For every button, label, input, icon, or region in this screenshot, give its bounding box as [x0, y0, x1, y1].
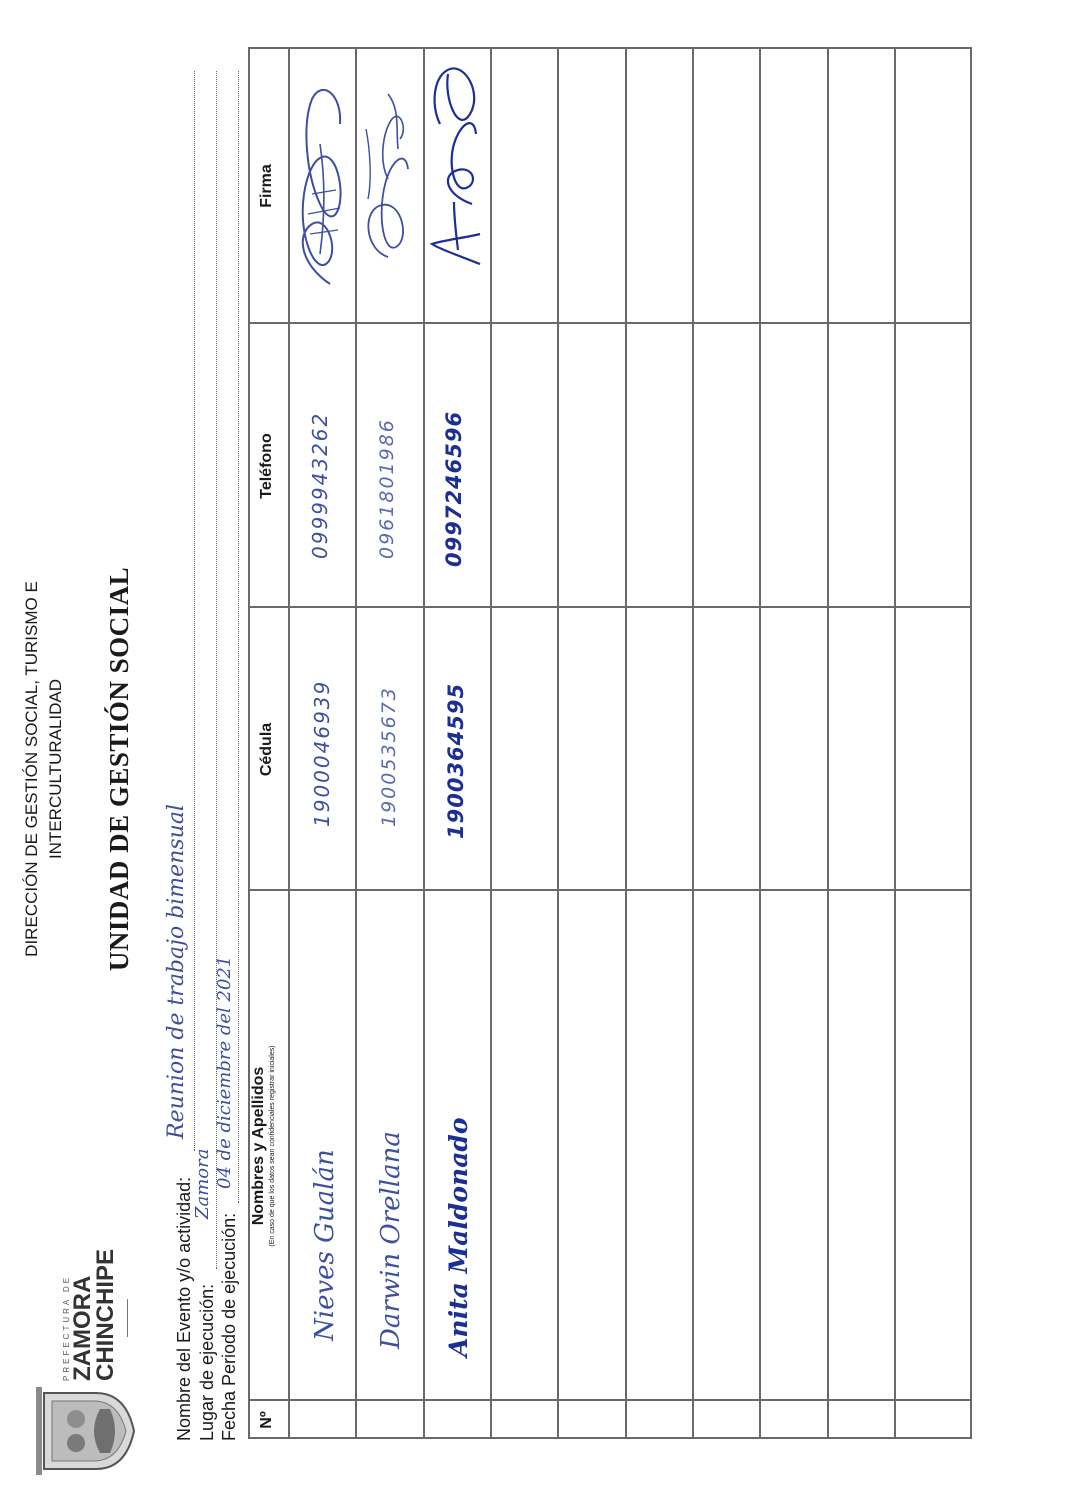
row-divider [894, 47, 896, 1439]
direction-title-line2: INTERCULTURALIDAD [46, 678, 65, 860]
row-3-signature [424, 59, 488, 274]
logo-wordmark [62, 1249, 128, 1381]
row-1-cedula: 1900046939 [310, 679, 334, 827]
row-divider [557, 47, 559, 1439]
event-dotted-line [194, 71, 195, 1151]
row-divider [692, 47, 694, 1439]
header-names-note: (En caso de que los datos sean confidenciales registrar iniciales) [269, 1045, 276, 1247]
logo-word-chinchipe: CHINCHIPE [92, 1248, 119, 1381]
attendance-table [248, 47, 971, 1439]
row-3-name: Anita Maldonado [444, 1117, 473, 1357]
logo-divider [127, 1299, 128, 1337]
table-border-bottom [970, 47, 972, 1439]
place-label: Lugar de ejecución: [197, 1283, 217, 1441]
event-value: Reunion de trabajo bimensual [164, 804, 189, 1139]
row-1-signature [290, 74, 354, 294]
header-cedula: Cédula [258, 722, 275, 777]
logo-word-zamora: ZAMORA [69, 1275, 96, 1381]
row-2-telefono: 0961801986 [376, 418, 398, 559]
event-label: Nombre del Evento y/o actividad: [174, 1176, 194, 1441]
row-2-signature [358, 79, 422, 269]
direction-title-line1: DIRECCIÓN DE GESTIÓN SOCIAL, TURISMO E [22, 581, 41, 957]
row-divider [625, 47, 627, 1439]
place-value: Zamora [192, 1148, 213, 1219]
logo-prefix: PREFECTURA DE [62, 1274, 71, 1381]
direction-title [20, 429, 68, 1109]
header-names-label: Nombres y Apellidos [250, 1066, 267, 1226]
unit-title: UNIDAD DE GESTIÓN SOCIAL [104, 566, 134, 972]
date-value: 04 de diciembre del 2021 [214, 955, 235, 1189]
header-names [250, 891, 276, 1401]
row-divider [759, 47, 761, 1439]
row-1-name: Nieves Gualán [310, 1149, 340, 1341]
row-3-telefono: 0997246596 [442, 410, 466, 567]
place-row [197, 1284, 218, 1441]
date-dotted-line [238, 71, 239, 1203]
date-label: Fecha Periodo de ejecución: [219, 1212, 239, 1441]
row-divider [355, 47, 357, 1439]
row-2-cedula: 1900535673 [378, 686, 400, 827]
prefecture-seal-logo [30, 1383, 138, 1479]
header-firma: Firma [258, 164, 275, 208]
header-telefono: Teléfono [258, 433, 275, 499]
row-3-cedula: 1900364595 [444, 682, 468, 839]
date-row [219, 1213, 240, 1441]
row-2-name: Darwin Orellana [376, 1131, 406, 1349]
header-number: Nº [258, 1411, 275, 1429]
row-divider [827, 47, 829, 1439]
row-1-telefono: 0999943262 [308, 411, 332, 559]
row-divider [490, 47, 492, 1439]
